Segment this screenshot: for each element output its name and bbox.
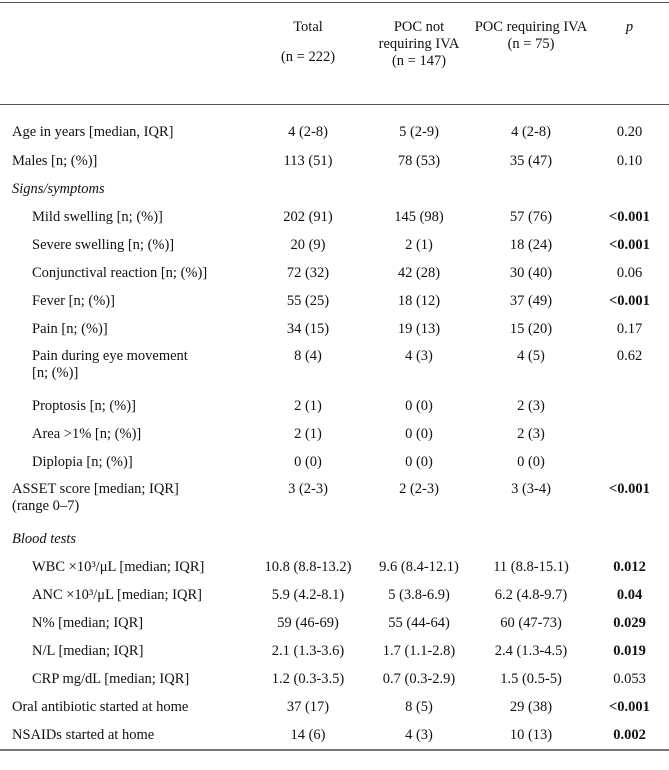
section-row (0, 525, 669, 553)
poc-iva-value: 4 (5) (517, 348, 545, 364)
table-row (0, 259, 669, 287)
table-row (0, 693, 669, 721)
total-value: 0 (0) (294, 453, 322, 470)
p-value: 0.20 (616, 123, 643, 140)
table-body (0, 105, 669, 750)
row-label: Age in years [median, IQR] (12, 123, 174, 140)
header-blank (0, 3, 250, 105)
header-total (250, 3, 366, 105)
total-value: 37 (17) (286, 698, 330, 715)
table-row (0, 343, 669, 392)
header-poc-iva (472, 3, 590, 105)
p-value: <0.001 (609, 481, 650, 497)
poc-not-iva-value: 0 (0) (405, 453, 433, 470)
comparison-table-container (0, 2, 669, 751)
total-value: 55 (25) (286, 292, 330, 309)
poc-iva-value: 29 (38) (509, 698, 553, 715)
table-row (0, 315, 669, 343)
poc-iva-value: 2 (3) (517, 397, 545, 414)
poc-not-iva-value: 4 (3) (405, 348, 433, 364)
row-label-line: ASSET score [median; IQR] (12, 481, 179, 497)
header-label: POC requiring IVA (474, 19, 588, 35)
section-label: Blood tests (12, 530, 77, 547)
poc-not-iva-value: 18 (12) (397, 292, 441, 309)
table-row (0, 609, 669, 637)
row-label: Fever [n; (%)] (32, 292, 115, 309)
section-row (0, 175, 669, 203)
table-row (0, 147, 669, 175)
section-label: Signs/symptoms (12, 180, 105, 197)
poc-iva-value: 0 (0) (517, 453, 545, 470)
header-row (0, 3, 669, 105)
poc-not-iva-value: 8 (5) (405, 698, 433, 715)
header-p: p (590, 3, 669, 105)
p-value: 0.06 (616, 264, 643, 281)
row-label: WBC ×10³/μL [median; IQR] (32, 558, 205, 575)
total-value: 59 (46-69) (277, 614, 339, 631)
table-row (0, 553, 669, 581)
total-value: 72 (32) (286, 264, 330, 281)
poc-not-iva-value: 145 (98) (394, 208, 444, 225)
poc-iva-value: 18 (24) (509, 236, 553, 253)
poc-iva-value: 35 (47) (509, 152, 553, 169)
total-value: 1.2 (0.3-3.5) (271, 670, 345, 687)
header-n: (n = 147) (391, 53, 447, 69)
table-row (0, 287, 669, 315)
poc-not-iva-value: 42 (28) (397, 264, 441, 281)
total-value: 8 (4) (294, 348, 322, 364)
poc-not-iva-value: 1.7 (1.1-2.8) (382, 642, 456, 659)
poc-iva-value: 60 (47-73) (500, 614, 562, 631)
row-label: Oral antibiotic started at home (12, 698, 189, 715)
poc-iva-value: 4 (2-8) (511, 123, 551, 140)
poc-iva-value: 2 (3) (517, 425, 545, 442)
total-value: 2 (1) (294, 425, 322, 442)
total-value: 202 (91) (283, 208, 333, 225)
row-label: Area >1% [n; (%)] (32, 425, 142, 442)
table-row (0, 448, 669, 476)
p-value: 0.10 (616, 152, 643, 169)
p-value: 0.012 (613, 558, 646, 575)
table-row (0, 581, 669, 609)
total-value: 20 (9) (290, 236, 326, 253)
row-label: N% [median; IQR] (32, 614, 144, 631)
p-value: <0.001 (609, 698, 650, 715)
poc-iva-value: 2.4 (1.3-4.5) (494, 642, 568, 659)
row-label: ANC ×10³/μL [median; IQR] (32, 586, 202, 603)
table-row (0, 392, 669, 420)
row-label (0, 476, 250, 525)
header-label: POC not requiring IVA (378, 19, 460, 52)
table-row (0, 665, 669, 693)
poc-iva-value: 11 (8.8-15.1) (493, 558, 569, 575)
poc-iva-value: 1.5 (0.5-5) (500, 670, 562, 687)
poc-iva-value: 30 (40) (509, 264, 553, 281)
table-row (0, 721, 669, 749)
total-value: 2.1 (1.3-3.6) (271, 642, 345, 659)
row-label: Pain [n; (%)] (32, 320, 108, 337)
header-label: Total (293, 19, 323, 35)
total-value: 113 (51) (283, 152, 333, 169)
row-label: Diplopia [n; (%)] (32, 453, 133, 470)
row-label: N/L [median; IQR] (32, 642, 144, 659)
poc-iva-value: 10 (13) (509, 726, 553, 743)
row-label-line: (range 0–7) (12, 498, 80, 514)
poc-iva-value: 6.2 (4.8-9.7) (494, 586, 568, 603)
header-n: (n = 222) (280, 49, 336, 65)
p-value: 0.029 (613, 614, 646, 631)
row-label: Proptosis [n; (%)] (32, 397, 136, 414)
poc-iva-value: 37 (49) (509, 292, 553, 309)
table-row (0, 105, 669, 148)
p-value: 0.002 (613, 726, 646, 743)
poc-iva-value: 3 (3-4) (511, 481, 551, 497)
poc-not-iva-value: 9.6 (8.4-12.1) (379, 558, 459, 575)
total-value: 10.8 (8.8-13.2) (264, 558, 352, 575)
row-label: Conjunctival reaction [n; (%)] (32, 264, 208, 281)
table-row (0, 420, 669, 448)
row-label-line: [n; (%)] (32, 365, 79, 381)
poc-not-iva-value: 2 (2-3) (399, 481, 439, 497)
poc-not-iva-value: 78 (53) (397, 152, 441, 169)
total-value: 4 (2-8) (288, 123, 328, 140)
poc-not-iva-value: 2 (1) (405, 236, 433, 253)
row-label: CRP mg/dL [median; IQR] (32, 670, 190, 687)
row-label: NSAIDs started at home (12, 726, 155, 743)
p-value: <0.001 (609, 208, 650, 225)
poc-not-iva-value: 0 (0) (405, 425, 433, 442)
p-value: 0.17 (616, 320, 643, 337)
p-value (590, 420, 669, 448)
p-value: 0.053 (613, 670, 646, 687)
p-value (590, 448, 669, 476)
poc-not-iva-value: 5 (3.8-6.9) (388, 586, 450, 603)
table-row (0, 231, 669, 259)
header-poc-not-iva (366, 3, 472, 105)
table-row (0, 476, 669, 525)
total-value: 14 (6) (290, 726, 326, 743)
comparison-table (0, 3, 669, 749)
poc-not-iva-value: 0.7 (0.3-2.9) (382, 670, 456, 687)
poc-not-iva-value: 5 (2-9) (399, 123, 439, 140)
header-n: (n = 75) (507, 36, 555, 52)
p-value: 0.62 (616, 348, 643, 364)
poc-not-iva-value: 4 (3) (405, 726, 433, 743)
table-row (0, 637, 669, 665)
poc-not-iva-value: 0 (0) (405, 397, 433, 414)
poc-not-iva-value: 55 (44-64) (388, 614, 450, 631)
row-label: Severe swelling [n; (%)] (32, 236, 175, 253)
row-label: Mild swelling [n; (%)] (32, 208, 163, 225)
p-value: <0.001 (609, 292, 650, 309)
row-label: Males [n; (%)] (12, 152, 98, 169)
p-value (590, 392, 669, 420)
total-value: 5.9 (4.2-8.1) (271, 586, 345, 603)
total-value: 3 (2-3) (288, 481, 328, 497)
table-row (0, 203, 669, 231)
p-value: <0.001 (609, 236, 650, 253)
row-label (0, 343, 250, 392)
total-value: 2 (1) (294, 397, 322, 414)
row-label-line: Pain during eye movement (32, 348, 188, 364)
p-value: 0.019 (613, 642, 646, 659)
total-value: 34 (15) (286, 320, 330, 337)
poc-iva-value: 57 (76) (509, 208, 553, 225)
p-value: 0.04 (616, 586, 643, 603)
poc-not-iva-value: 19 (13) (397, 320, 441, 337)
poc-iva-value: 15 (20) (509, 320, 553, 337)
